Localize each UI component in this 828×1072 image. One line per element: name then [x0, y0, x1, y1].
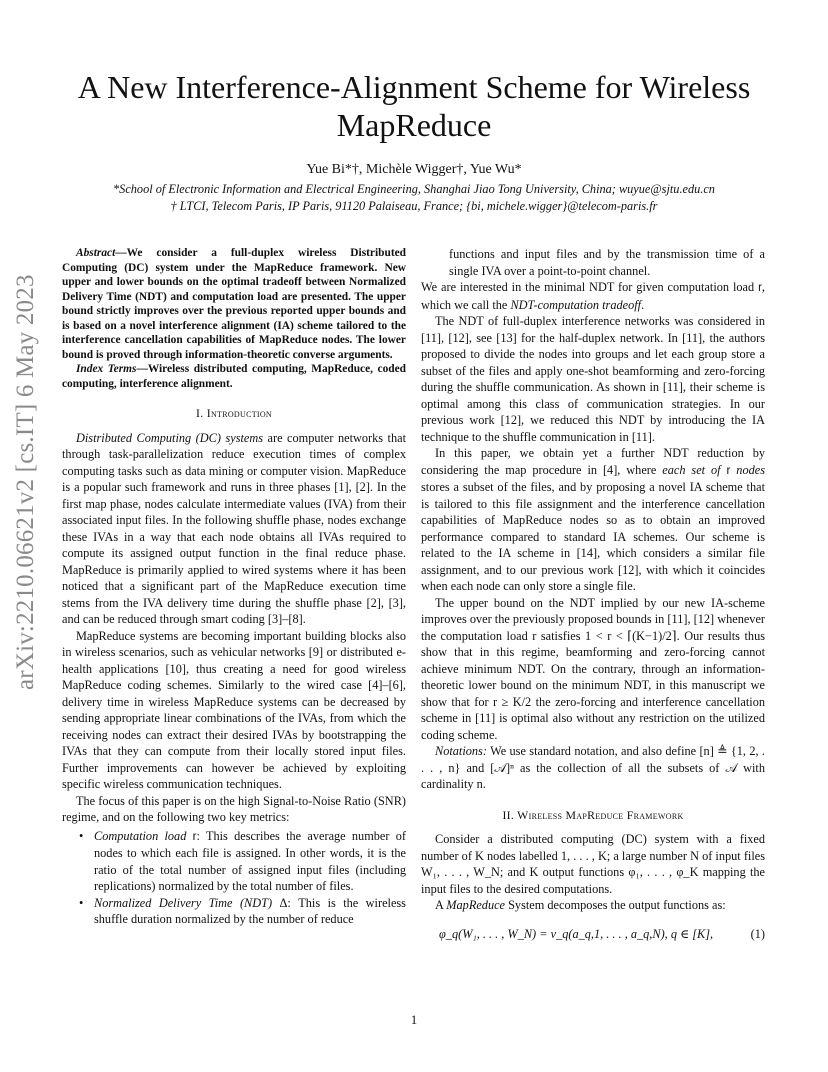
right-paragraph-3: In this paper, we obtain yet a further NDT reduction by considering the map procedure in [4], where each set of r nodes stores a subset of the files, and by proposing a novel IA scheme that is tailored to this file assignment and the interference cancellation capabilities of MapReduce nodes so as to obtain an improved performance compared to standard IA schemes. Our scheme is related to the IA scheme in [14], which considers a similar file assignment, and to our previous work [12], with which it coincides when each node can only store a single file.	[421, 446, 765, 593]
intro-paragraph-2: MapReduce systems are becoming important building blocks also in wireless scenarios, such as vehicular networks [9] or distributed e-health applications [10], thus creating a need for good wireless MapReduce coding schemes. Similarly to the wired case [4]–[6], delivery time in wireless MapReduce systems can be decreased by sending appropriate linear combinations of the IVAs, from which the receiving nodes can extract their desired IVAs by bootstrapping the IVAs that they can compute from their locally stored input files. Further improvements can however be achieved by exploiting specific wireless communication techniques.	[62, 628, 406, 791]
section-2-paragraph-1: Consider a distributed computing (DC) system with a fixed number of K nodes labelled 1, . . . , K; a large number N of input files W₁, . . . , W_N; and K output functions φ₁, . . . , φ_K mapping the input files to the desired computations.	[421, 832, 765, 896]
author-list: Yue Bi*†, Michèle Wigger†, Yue Wu*	[306, 162, 522, 177]
index-terms-label: Index Terms	[76, 363, 137, 375]
abstract	[62, 246, 406, 362]
page-number: 1	[410, 1013, 418, 1027]
affiliation-2: † LTCI, Telecom Paris, IP Paris, 91120 Palaiseau, France; {bi, michele.wigger}@telecom-paris.fr	[170, 199, 658, 213]
left-column	[62, 246, 406, 928]
section-2-heading: II. Wireless MapReduce Framework	[502, 807, 684, 822]
right-paragraph-4: The upper bound on the NDT implied by our new IA-scheme improves over the previously proposed bounds in [11], [12] whenever the computation load r satisfies 1 < r < ⌈(K−1)/2⌉. Our results thus show that in this regime, beamforming and zero-forcing cannot achieve minimum NDT. On the contrary, through an information-theoretic lower bound on the minimum NDT, in this manuscript we show that for r ≥ K/2 the zero-forcing and interference cancellation scheme in [11] is optimal also without any restriction on the utilized coding scheme.	[421, 595, 765, 742]
arxiv-stamp: arXiv:2210.06621v2 [cs.IT] 6 May 2023	[12, 274, 39, 690]
right-paragraph-1: We are interested in the minimal NDT for given computation load r, which we call the NDT-computation tradeoff.	[421, 280, 765, 312]
intro-paragraph-1: Distributed Computing (DC) systems are computer networks that through task-parallelization reduce execution times of complex computing tasks such as data mining or computer vision. MapReduce is a popular such framework and runs in three phases [1], [2]. In the first map phase, nodes calculate intermediate values (IVA) from their associated input files. In the following shuffle phase, nodes exchange these IVAs in a way that each node obtains all IVAs required to compute its assigned output function in the final reduce phase. MapReduce is primarily applied to wired systems where it has been noticed that a significant part of the MapReduce execution time stems from the IVA delivery time during the shuffle phase [2], [3], and can be reduced through smart coding [3]–[8].	[62, 430, 407, 626]
intro-paragraph-3: The focus of this paper is on the high Signal-to-Noise Ratio (SNR) regime, and on the following two key metrics:	[62, 793, 406, 824]
right-column	[421, 246, 765, 942]
notations-paragraph: Notations: We use standard notation, and also define [n] ≜ {1, 2, . . . , n} and [𝒜]ⁿ as the collection of all the subsets of 𝒜 with cardinality n.	[421, 744, 765, 791]
index-terms-text: —Wireless distributed computing, MapReduce, coded computing, interference alignment.	[62, 363, 406, 390]
metrics-list	[62, 828, 406, 928]
section-1-heading: I. Introduction	[195, 406, 273, 420]
affiliations	[40, 181, 788, 215]
abstract-label: Abstract	[76, 247, 116, 259]
equation-number: (1)	[750, 926, 765, 941]
affiliation-1: *School of Electronic Information and Electrical Engineering, Shanghai Jiao Tong University, China; wuyue@sjtu.edu.cn	[113, 182, 715, 196]
abstract-text: —We consider a full-duplex wireless Distributed Computing (DC) system under the MapReduce framework. New upper and lower bounds on the optimal tradeoff between Normalized Delivery Time (NDT) and computation load are presented. The upper bound strictly improves over the previous reported upper bounds and is based on a novel interference alignment (IA) scheme tailored to the interference cancellation capabilities of MapReduce nodes. The lower bound is proved through information-theoretic converse arguments.	[62, 247, 406, 361]
bullet-computation-load: • Computation load r: This describes the average number of nodes to which each file is assigned. In other words, it is the ratio of the total number of assigned input files (including replications) normalized by the total number of files.	[94, 828, 406, 895]
section-2-paragraph-2: A MapReduce System decomposes the output functions as:	[435, 898, 726, 912]
equation-body: φ_q(W₁, . . . , W_N) = v_q(a_q,1, . . . , a_q,N), q ∈ [K],	[439, 926, 714, 941]
right-paragraph-2: The NDT of full-duplex interference networks was considered in [11], [12], see [13] for the half-duplex network. In [11], the authors proposed to divide the nodes into groups and let each group store a subset of the files and apply one-shot beamforming and zero-forcing during the shuffle communication. As shown in [11], their scheme is optimal among this class of communication strategies. In our previous work [12], we reduced this NDT by introducing the IA technique to the shuffle communication in [11].	[421, 314, 765, 444]
equation-1	[421, 926, 765, 943]
index-terms	[62, 362, 406, 391]
bullet-ndt: • Normalized Delivery Time (NDT) Δ: This is the wireless shuffle duration normalized by the number of reduce	[94, 895, 406, 928]
paper-title: A New Interference-Alignment Scheme for Wireless MapReduce	[77, 69, 751, 143]
bullet-continuation: functions and input files and by the transmission time of a single IVA over a point-to-point channel.	[449, 247, 765, 278]
